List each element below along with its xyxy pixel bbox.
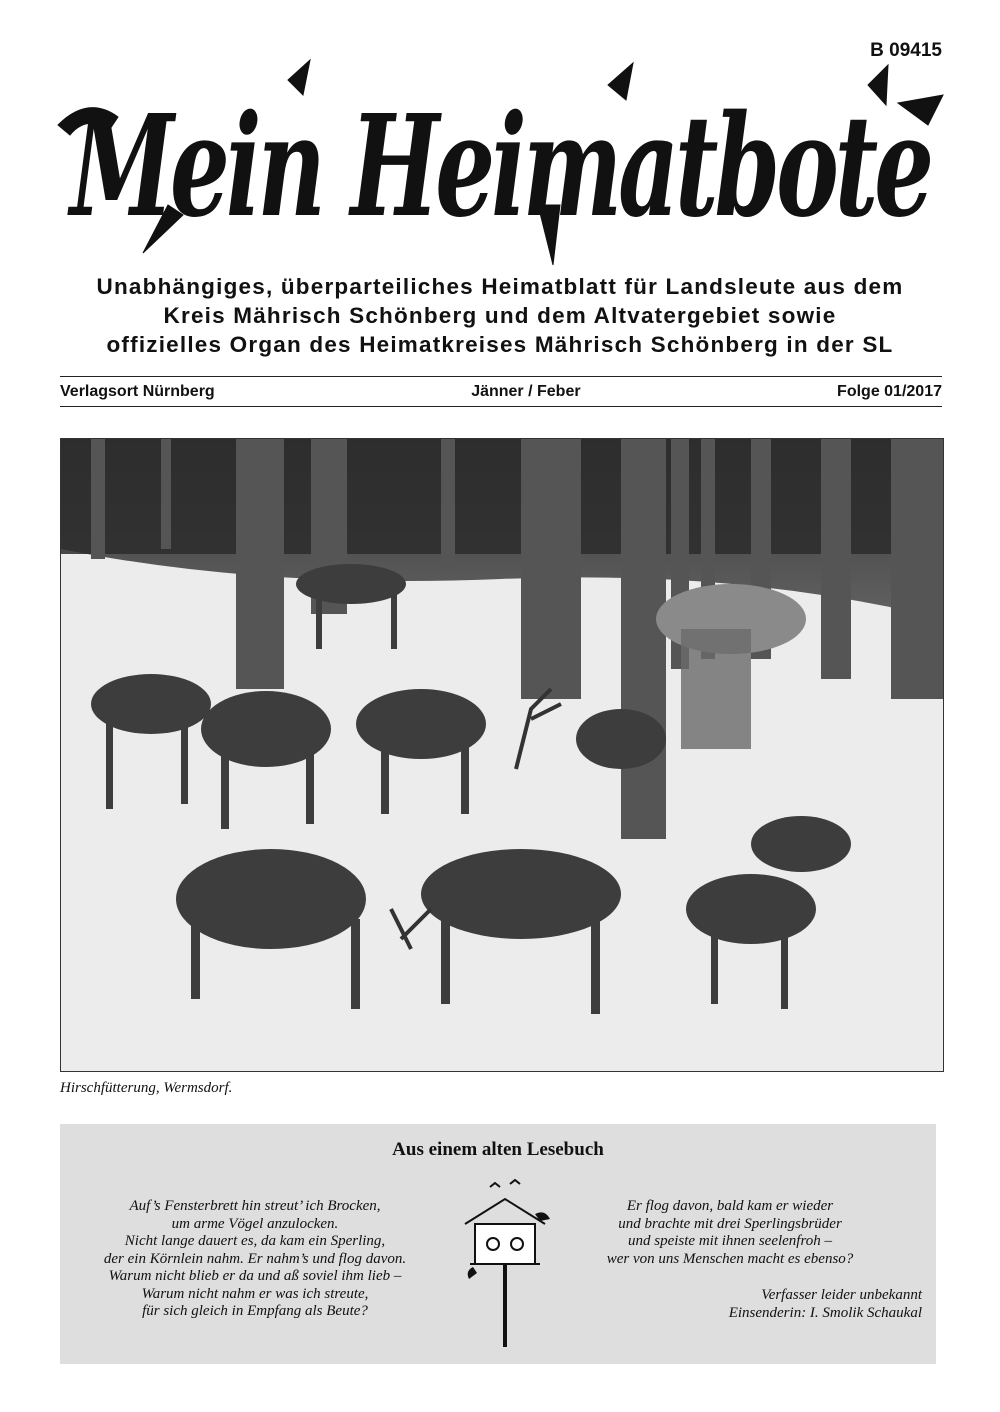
subtitle-block — [40, 272, 960, 359]
poem-title: Aus einem alten Lesebuch — [392, 1139, 604, 1160]
poem-line: und brachte mit drei Sperlingsbrüder — [618, 1215, 842, 1232]
poem-sender: Einsenderin: I. Smolik Schaukal — [728, 1305, 922, 1321]
subtitle-line: offizielles Organ des Heimatkreises Mährisch Schönberg in der SL — [106, 332, 894, 357]
poem-line: und speiste mit ihnen seelenfroh – — [628, 1233, 832, 1249]
issn-number: B 09415 — [870, 40, 942, 61]
deer-feeding-photo — [61, 439, 943, 1071]
poem-line: wer von uns Menschen macht es ebenso? — [606, 1250, 854, 1267]
info-bar — [60, 376, 942, 407]
poem-line: um arme Vögel anzulocken. — [171, 1215, 339, 1232]
photo-caption: Hirschfütterung, Wermsdorf. — [60, 1080, 233, 1096]
masthead-logo — [48, 55, 953, 270]
poem-line: Nicht lange dauert es, da kam ein Sperling, — [124, 1233, 386, 1249]
birdhouse-illustration — [455, 1179, 555, 1349]
cover-photo — [60, 438, 944, 1072]
poem-author: Verfasser leider unbekannt — [761, 1287, 922, 1303]
poem-line: Auf’s Fensterbrett hin streut’ ich Brocken, — [129, 1198, 381, 1214]
poem-stanza-right — [560, 1198, 900, 1268]
poem-line: Warum nicht blieb er da und aß soviel ihm lieb – — [108, 1268, 402, 1284]
subtitle-line: Unabhängiges, überparteiliches Heimatblatt für Landsleute aus dem — [96, 274, 904, 299]
poem-stanza-left — [70, 1198, 440, 1321]
poem-line: Er flog davon, bald kam er wieder — [626, 1198, 834, 1214]
subtitle-line: Kreis Mährisch Schönberg und dem Altvatergebiet sowie — [163, 303, 837, 328]
poem-box — [60, 1124, 936, 1364]
publication-place: Verlagsort Nürnberg — [60, 382, 215, 400]
poem-line: für sich gleich in Empfang als Beute? — [142, 1303, 368, 1319]
issue-number: Folge 01/2017 — [837, 382, 942, 400]
issue-months: Jänner / Feber — [471, 382, 581, 400]
poem-line: Warum nicht nahm er was ich streute, — [141, 1285, 369, 1302]
masthead-title: Mein Heimatbote — [67, 85, 931, 249]
poem-credits — [729, 1286, 922, 1322]
poem-line: der ein Körnlein nahm. Er nahm’s und flog davon. — [103, 1250, 407, 1267]
